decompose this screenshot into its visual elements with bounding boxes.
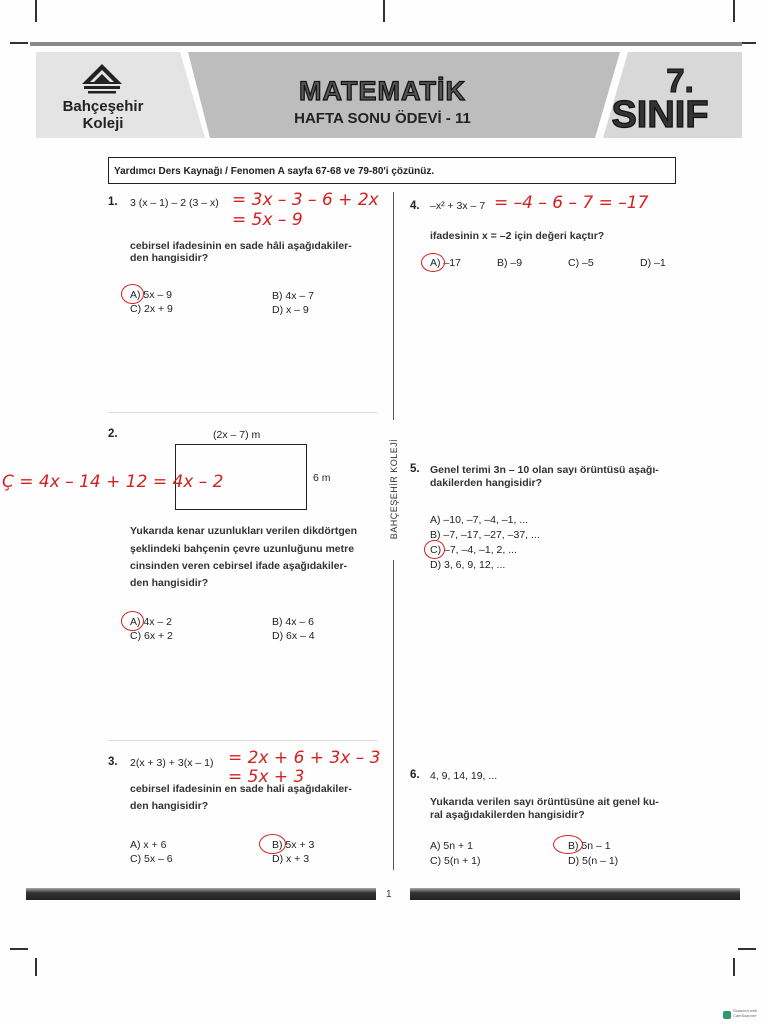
instruction-text: Yardımcı Ders Kaynağı / Fenomen A sayfa 67-68 ve 79-80'i çözünüz. (114, 166, 435, 177)
q6-option-a[interactable]: A) 5n + 1 (430, 840, 473, 852)
crop-mark-bottom-right-v (733, 958, 735, 976)
crop-mark-bottom-left-v (35, 958, 37, 976)
q3-answer-circle (259, 834, 286, 854)
q2-prompt-line4: den hangisidir? (130, 577, 209, 589)
q4-number: 4. (410, 200, 420, 212)
q4-prompt: ifadesinin x = –2 için değeri kaçtır? (430, 230, 605, 242)
q1-prompt-line1: cebirsel ifadesinin en sade hâli aşağıdakiler- (130, 240, 352, 252)
q3-option-c[interactable]: C) 5x – 6 (130, 853, 173, 865)
q1-prompt-line2: den hangisidir? (130, 252, 209, 264)
left-divider-2 (108, 740, 378, 741)
footer-bar-right (410, 888, 740, 900)
q1-handwritten-step1: = 3x – 3 – 6 + 2x (232, 190, 379, 210)
side-watermark-text: BAHÇEŞEHİR KOLEJİ (389, 438, 399, 540)
q3-expression: 2(x + 3) + 3(x – 1) (130, 757, 214, 769)
scanner-watermark (723, 1008, 763, 1022)
q4-option-d[interactable]: D) –1 (640, 257, 666, 269)
q1-answer-circle (121, 284, 144, 304)
q3-prompt-line1: cebirsel ifadesinin en sade hali aşağıdakiler- (130, 783, 352, 795)
q1-number: 1. (108, 196, 118, 208)
scanner-logo-icon (723, 1011, 731, 1019)
q6-answer-circle (553, 835, 583, 854)
q4-option-c[interactable]: C) –5 (568, 257, 594, 269)
q1-handwritten-step2: = 5x – 9 (232, 210, 303, 230)
q4-handwritten-step1: = –4 – 6 – 7 = –17 (494, 193, 649, 213)
footer-bar-left (26, 888, 376, 900)
page-number: 1 (386, 889, 392, 900)
crop-mark-left (35, 0, 37, 22)
q5-answer-circle (424, 540, 445, 559)
crop-mark-bottom-left (10, 948, 28, 950)
school-logo (58, 62, 148, 134)
q3-handwritten-step2: = 5x + 3 (228, 767, 305, 787)
q3-option-d[interactable]: D) x + 3 (272, 853, 310, 865)
q2-prompt-line3: cinsinden veren cebirsel ifade aşağıdakiler- (130, 560, 348, 572)
q6-sequence: 4, 9, 14, 19, ... (430, 770, 498, 782)
q2-prompt-line1: Yukarıda kenar uzunlukları verilen dikdörtgen (130, 525, 357, 537)
q1-expression: 3 (x – 1) – 2 (3 – x) (130, 197, 219, 209)
logo-emblem-icon (80, 62, 124, 96)
q6-prompt-line2: ral aşağıdakilerden hangisidir? (430, 809, 585, 821)
q2-handwritten-step1: Ç = 4x – 14 + 12 = 4x – 2 (2, 472, 224, 492)
subject-title: MATEMATİK (299, 76, 466, 106)
q6-option-d[interactable]: D) 5(n – 1) (568, 855, 619, 867)
q6-option-c[interactable]: C) 5(n + 1) (430, 855, 481, 867)
q6-number: 6. (410, 769, 420, 781)
scanner-label: Scanned with CamScanner (733, 1008, 758, 1018)
q1-option-d[interactable]: D) x – 9 (272, 304, 309, 316)
crop-mark-right (733, 0, 735, 22)
q4-expression: –x² + 3x – 7 (430, 200, 486, 212)
q2-option-c[interactable]: C) 6x + 2 (130, 630, 173, 642)
instruction-box (108, 157, 676, 184)
q5-option-c[interactable]: C) –7, –4, –1, 2, ... (430, 544, 517, 556)
crop-mark-bottom-right (738, 948, 756, 950)
q3-prompt-line2: den hangisidir? (130, 800, 209, 812)
q3-number: 3. (108, 756, 118, 768)
left-divider-1 (108, 412, 378, 413)
q2-option-d[interactable]: D) 6x – 4 (272, 630, 315, 642)
q2-number: 2. (108, 428, 118, 440)
q2-option-b[interactable]: B) 4x – 6 (272, 616, 315, 628)
q3-option-a[interactable]: A) x + 6 (130, 839, 167, 851)
crop-mark-top-center (383, 0, 385, 22)
q6-option-b[interactable]: B) 5n – 1 (568, 840, 611, 852)
q2-answer-circle (121, 611, 144, 631)
q1-option-c[interactable]: C) 2x + 9 (130, 303, 173, 315)
q4-option-a[interactable]: A) –17 (430, 257, 461, 269)
crop-mark-top-left (10, 42, 28, 44)
q2-prompt-line2: şeklindeki bahçenin çevre uzunluğunu metre (130, 543, 355, 555)
homework-subtitle: HAFTA SONU ÖDEVİ - 11 (294, 110, 471, 127)
school-name-line2: Koleji (82, 115, 124, 132)
q4-option-b[interactable]: B) –9 (497, 257, 523, 269)
q2-side-label: 6 m (313, 472, 331, 484)
q3-handwritten-step1: = 2x + 6 + 3x – 3 (228, 748, 381, 768)
q5-prompt-line2: dakilerden hangisidir? (430, 477, 543, 489)
q5-option-d[interactable]: D) 3, 6, 9, 12, ... (430, 559, 506, 571)
q1-option-a[interactable]: A) 5x – 9 (130, 289, 173, 301)
column-divider-top (393, 192, 394, 420)
q3-option-b[interactable]: B) 5x + 3 (272, 839, 315, 851)
q5-number: 5. (410, 463, 420, 475)
q6-prompt-line1: Yukarıda verilen sayı örüntüsüne ait genel ku- (430, 796, 659, 808)
grade-label: SINIF (611, 94, 709, 136)
grade-number: 7. (666, 62, 694, 99)
q2-option-a[interactable]: A) 4x – 2 (130, 616, 173, 628)
q5-option-a[interactable]: A) –10, –7, –4, –1, ... (430, 514, 529, 526)
q4-answer-circle (421, 253, 445, 272)
q5-prompt-line1: Genel terimi 3n – 10 olan sayı örüntüsü aşağı- (430, 464, 659, 476)
q2-top-label: (2x – 7) m (213, 429, 261, 441)
q1-option-b[interactable]: B) 4x – 7 (272, 290, 315, 302)
school-name-line1: Bahçeşehir (62, 98, 144, 115)
column-divider-bottom (393, 560, 394, 870)
q5-option-b[interactable]: B) –7, –17, –27, –37, ... (430, 529, 540, 541)
